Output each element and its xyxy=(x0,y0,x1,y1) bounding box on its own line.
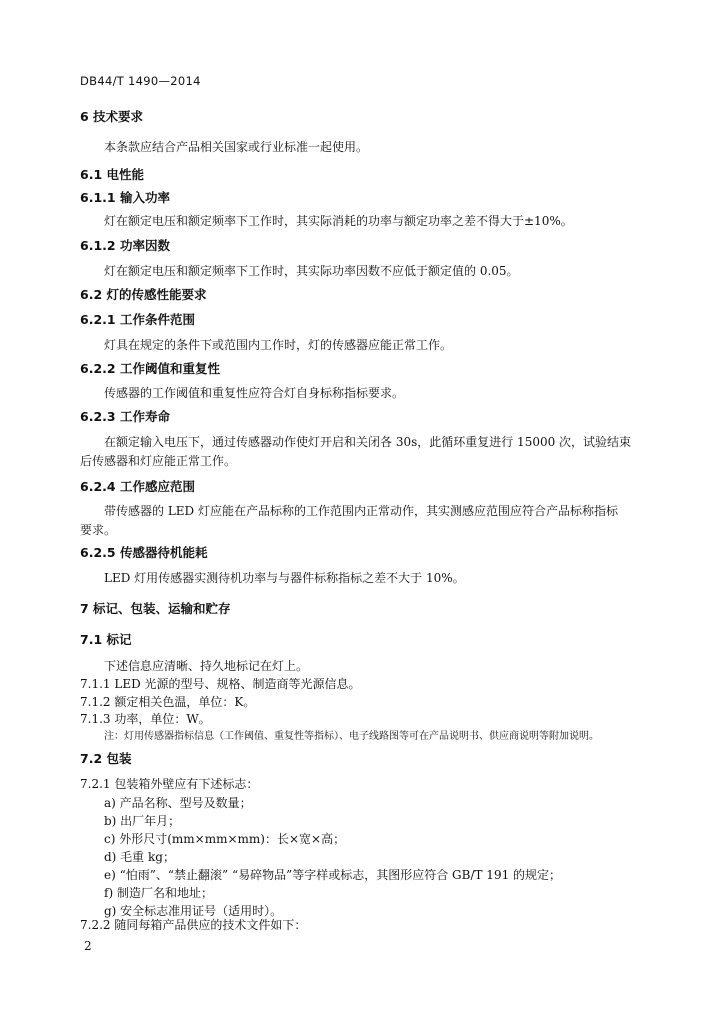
paragraph: LED 灯用传感器实测待机功率与与器件标称指标之差不大于 10%。 xyxy=(104,571,465,585)
standard-code-header: DB44/T 1490—2014 xyxy=(80,74,201,88)
section-heading-7: 7 标记、包装、运输和贮存 xyxy=(80,601,231,616)
paragraph: 灯在额定电压和额定频率下工作时，其实际功率因数不应低于额定值的 0.05。 xyxy=(104,264,519,278)
clause-7-2-1: 7.2.1 包装箱外壁应有下述标志： xyxy=(80,777,259,791)
list-item-g: g) 安全标志准用证号（适用时）。 xyxy=(104,904,283,918)
section-heading-6-2-3: 6.2.3 工作寿命 xyxy=(80,409,170,424)
section-heading-6: 6 技术要求 xyxy=(80,109,144,124)
section-heading-6-1-2: 6.1.2 功率因数 xyxy=(80,238,170,253)
clause-7-1-3: 7.1.3 功率，单位：W。 xyxy=(80,712,211,726)
clause-7-2-2: 7.2.2 随同每箱产品供应的技术文件如下： xyxy=(80,918,307,932)
list-item-a: a) 产品名称、型号及数量； xyxy=(104,796,252,810)
section-heading-6-1: 6.1 电性能 xyxy=(80,167,144,182)
paragraph: 灯具在规定的条件下或范围内工作时，灯的传感器应能正常工作。 xyxy=(104,338,453,352)
paragraph-continuation: 要求。 xyxy=(80,523,117,537)
paragraph: 本条款应结合产品相关国家或行业标准一起使用。 xyxy=(104,140,369,154)
paragraph: 传感器的工作阈值和重复性应符合灯自身标称指标要求。 xyxy=(104,386,405,400)
list-item-c: c) 外形尺寸(mm×mm×mm)：长×宽×高； xyxy=(104,832,346,846)
clause-7-1-1: 7.1.1 LED 光源的型号、规格、制造商等光源信息。 xyxy=(80,677,361,691)
paragraph-continuation: 后传感器和灯应能正常工作。 xyxy=(80,454,237,468)
section-heading-6-2-1: 6.2.1 工作条件范围 xyxy=(80,312,195,327)
section-heading-6-2: 6.2 灯的传感性能要求 xyxy=(80,287,207,302)
paragraph: 在额定输入电压下，通过传感器动作使灯开启和关闭各 30s，此循环重复进行 15000 次，试验结束 xyxy=(104,435,632,449)
paragraph: 下述信息应清晰、持久地标记在灯上。 xyxy=(104,659,309,673)
paragraph: 灯在额定电压和额定频率下工作时，其实际消耗的功率与额定功率之差不得大于±10%。 xyxy=(104,214,573,228)
section-heading-6-1-1: 6.1.1 输入功率 xyxy=(80,190,170,205)
note: 注：灯用传感器指标信息（工作阈值、重复性等指标）、电子线路图等可在产品说明书、供应商说明等附加说明。 xyxy=(104,731,599,742)
section-heading-6-2-2: 6.2.2 工作阈值和重复性 xyxy=(80,361,220,376)
list-item-d: d) 毛重 kg； xyxy=(104,850,175,864)
list-item-f: f) 制造厂名和地址； xyxy=(104,886,213,900)
paragraph: 带传感器的 LED 灯应能在产品标称的工作范围内正常动作，其实测感应范围应符合产品标称指标 xyxy=(104,504,618,518)
list-item-b: b) 出厂年月； xyxy=(104,814,181,828)
section-heading-7-1: 7.1 标记 xyxy=(80,632,132,647)
section-heading-6-2-5: 6.2.5 传感器待机能耗 xyxy=(80,545,208,560)
section-heading-7-2: 7.2 包装 xyxy=(80,751,132,766)
section-heading-6-2-4: 6.2.4 工作感应范围 xyxy=(80,479,195,494)
list-item-e: e) “怕雨”、“禁止翻滚” “易碎物品”等字样或标志，其图形应符合 GB/T 191 的规定； xyxy=(104,868,562,882)
page-number: 2 xyxy=(84,939,92,953)
clause-7-1-2: 7.1.2 额定相关色温，单位：K。 xyxy=(80,695,256,709)
